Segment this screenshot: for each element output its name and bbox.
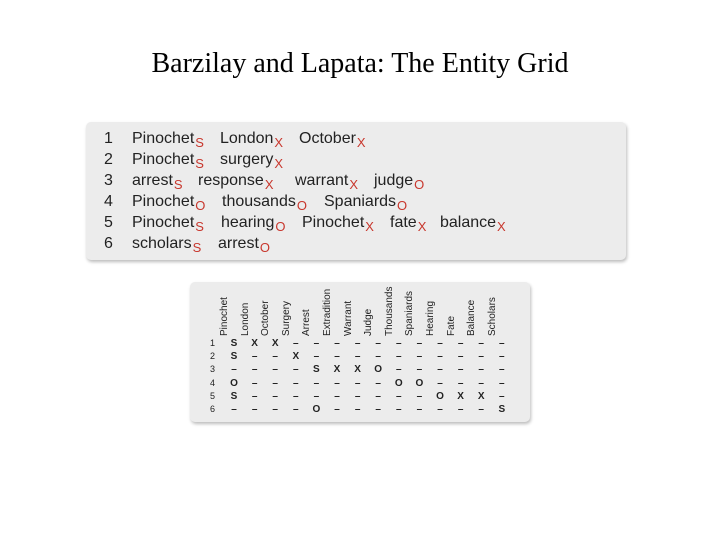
entity-token — [302, 214, 374, 232]
entity-token — [132, 151, 204, 169]
grid-cell: – — [457, 338, 464, 349]
grid-cell: – — [334, 390, 340, 402]
sentence-entity-panel — [86, 122, 626, 260]
grid-cell: – — [251, 364, 258, 376]
grid-cell: – — [416, 338, 423, 349]
entity-role: X — [497, 219, 506, 234]
grid-row — [190, 391, 530, 404]
grid-cell: – — [334, 404, 340, 415]
grid-cell: X — [292, 351, 300, 363]
entity-word: warrant — [295, 172, 349, 189]
grid-cell: X — [457, 390, 464, 402]
entity-token — [299, 130, 366, 148]
grid-row-number: 4 — [210, 377, 216, 388]
entity-role: X — [417, 219, 427, 234]
grid-cell: – — [499, 338, 505, 349]
grid-column-label: Spaniards — [404, 290, 416, 336]
grid-cell: – — [396, 338, 402, 349]
grid-cell: O — [230, 377, 238, 389]
grid-cell: – — [416, 404, 423, 415]
grid-cell: – — [457, 377, 464, 389]
grid-cell: – — [499, 364, 505, 376]
entity-role: X — [349, 177, 359, 192]
entity-word: October — [299, 130, 356, 147]
grid-cell: X — [333, 364, 341, 376]
entity-word: judge — [374, 172, 414, 189]
entity-role: O — [296, 198, 307, 213]
grid-cell: S — [230, 338, 238, 349]
entity-word: London — [220, 130, 274, 147]
grid-cell: – — [272, 351, 278, 363]
grid-cell: – — [375, 338, 381, 349]
grid-column-header — [486, 286, 511, 336]
grid-cell: S — [313, 364, 320, 376]
grid-cell: – — [293, 338, 299, 349]
grid-cell: – — [499, 390, 505, 402]
grid-row — [190, 364, 530, 377]
grid-cell: – — [457, 351, 464, 363]
grid-cell: O — [374, 364, 383, 376]
grid-column-label: Scholars — [486, 297, 498, 336]
grid-cell: S — [230, 390, 238, 402]
grid-cell: – — [251, 390, 258, 402]
entity-word: Spaniards — [324, 193, 397, 210]
entity-role: O — [397, 198, 408, 213]
grid-cell: – — [478, 377, 484, 389]
grid-column-label: Arrest — [301, 309, 313, 336]
grid-row — [190, 378, 530, 391]
grid-cell: – — [416, 351, 423, 363]
sentence-number: 5 — [104, 214, 113, 231]
entity-role: S — [192, 240, 202, 255]
entity-word: thousands — [222, 193, 296, 210]
grid-cell: – — [478, 364, 484, 376]
grid-cell: – — [437, 377, 443, 389]
entity-token — [222, 193, 307, 211]
grid-cell: X — [477, 390, 485, 402]
entity-word: fate — [390, 214, 417, 231]
grid-cell: – — [375, 351, 381, 363]
grid-cell: – — [313, 351, 320, 363]
sentence-number: 1 — [104, 130, 113, 147]
entity-token — [374, 172, 424, 190]
grid-cell: X — [251, 338, 258, 349]
grid-cell: O — [312, 404, 321, 415]
grid-cell: – — [251, 404, 258, 415]
entity-word: Pinochet — [132, 151, 195, 168]
grid-cell: – — [272, 404, 278, 415]
grid-cell: – — [293, 377, 299, 389]
grid-cell: – — [334, 377, 340, 389]
grid-row-number: 1 — [210, 338, 216, 348]
entity-role: S — [173, 177, 183, 192]
entity-token — [390, 214, 426, 232]
entity-token — [440, 214, 506, 232]
grid-cell: X — [271, 338, 279, 349]
grid-cell: – — [313, 338, 320, 349]
entity-word: hearing — [221, 214, 275, 231]
grid-cell: – — [396, 404, 402, 415]
grid-cell: – — [375, 390, 381, 402]
grid-cell: – — [293, 390, 299, 402]
grid-cell: – — [272, 390, 278, 402]
grid-cell: – — [396, 364, 402, 376]
grid-row — [190, 351, 530, 364]
entity-word: scholars — [132, 235, 192, 252]
entity-role: X — [274, 156, 284, 171]
entity-token — [132, 235, 201, 253]
grid-cell: – — [354, 338, 361, 349]
entity-role: X — [356, 135, 366, 150]
grid-cell: O — [394, 377, 403, 389]
entity-word: Pinochet — [132, 130, 195, 147]
entity-token — [132, 193, 205, 211]
grid-column-label: Surgery — [280, 300, 292, 336]
entity-token — [220, 151, 283, 169]
grid-column-label: Fate — [445, 315, 457, 336]
entity-word: arrest — [132, 172, 173, 189]
grid-cell: – — [293, 404, 299, 415]
entity-token — [198, 172, 274, 190]
grid-column-label: Thousands — [383, 286, 395, 336]
grid-cell: – — [416, 390, 423, 402]
grid-cell: – — [231, 364, 237, 376]
entity-role: O — [259, 240, 271, 255]
entity-role: O — [275, 219, 286, 234]
grid-row-number: 2 — [210, 351, 216, 362]
grid-cell: – — [293, 364, 299, 376]
grid-cell: – — [375, 377, 381, 389]
grid-cell: X — [354, 364, 361, 376]
grid-cell: – — [334, 351, 340, 363]
entity-role: X — [264, 177, 274, 192]
grid-cell: – — [313, 390, 320, 402]
grid-cell: – — [437, 338, 443, 349]
entity-token — [221, 214, 286, 232]
grid-column-label: Extradition — [322, 288, 333, 336]
entity-token — [324, 193, 407, 211]
grid-cell: O — [415, 377, 424, 389]
grid-cell: – — [313, 377, 320, 389]
grid-cell: – — [272, 377, 278, 389]
grid-cell: – — [375, 404, 381, 415]
grid-cell: – — [396, 390, 402, 402]
grid-row — [190, 338, 530, 351]
entity-word: Pinochet — [132, 214, 195, 231]
entity-token — [220, 130, 283, 148]
grid-cell: – — [478, 338, 484, 349]
sentence-number: 6 — [104, 235, 113, 252]
entity-word: balance — [440, 214, 497, 231]
grid-column-label: Balance — [466, 299, 478, 336]
grid-cell: – — [334, 338, 340, 349]
grid-cell: S — [230, 351, 238, 363]
entity-token — [132, 130, 204, 148]
entity-token — [132, 172, 183, 190]
grid-cell: S — [498, 404, 506, 415]
grid-cell: – — [231, 404, 237, 415]
entity-word: arrest — [218, 235, 259, 252]
entity-role: O — [195, 198, 206, 213]
entity-role: O — [414, 177, 425, 192]
entity-role: S — [195, 156, 204, 171]
grid-row-number: 5 — [210, 390, 216, 401]
grid-column-label: Judge — [363, 308, 375, 336]
sentence-number: 3 — [104, 172, 113, 189]
sentence-number: 4 — [104, 193, 113, 210]
grid-column-label: Hearing — [425, 300, 436, 336]
entity-role: X — [365, 219, 374, 234]
grid-cell: – — [354, 377, 361, 389]
grid-cell: – — [499, 351, 505, 363]
grid-cell: – — [251, 377, 258, 389]
grid-cell: – — [396, 351, 402, 363]
grid-row — [190, 404, 530, 417]
entity-role: S — [195, 135, 204, 150]
grid-cell: – — [354, 390, 361, 402]
slide-title: Barzilay and Lapata: The Entity Grid — [151, 48, 569, 79]
entity-word: response — [198, 172, 264, 189]
entity-role: S — [195, 219, 204, 234]
entity-token — [132, 214, 204, 232]
grid-column-label: London — [239, 302, 251, 336]
grid-column-label: Warrant — [342, 300, 354, 336]
grid-cell: – — [437, 404, 443, 415]
grid-column-label: Pinochet — [219, 297, 230, 336]
grid-cell: – — [272, 364, 278, 376]
entity-word: surgery — [220, 151, 274, 168]
entity-token — [218, 235, 270, 253]
grid-cell: – — [437, 364, 443, 376]
grid-cell: – — [499, 377, 505, 389]
entity-role: X — [274, 135, 284, 150]
grid-cell: – — [478, 404, 484, 415]
entity-word: Pinochet — [132, 193, 195, 210]
grid-column-label: October — [260, 300, 272, 336]
grid-cell: – — [457, 404, 464, 415]
grid-cell: – — [354, 351, 361, 363]
grid-row-number: 6 — [210, 404, 216, 414]
grid-cell: – — [251, 351, 258, 363]
grid-cell: – — [437, 351, 443, 363]
entity-word: Pinochet — [302, 214, 365, 231]
entity-token — [295, 172, 358, 190]
sentence-number: 2 — [104, 151, 113, 168]
grid-cell: O — [436, 390, 444, 402]
grid-cell: – — [457, 364, 464, 376]
grid-cell: – — [354, 404, 361, 415]
entity-grid-table — [190, 282, 530, 422]
grid-cell: – — [478, 351, 484, 363]
grid-row-number: 3 — [210, 364, 216, 375]
grid-cell: – — [416, 364, 423, 376]
